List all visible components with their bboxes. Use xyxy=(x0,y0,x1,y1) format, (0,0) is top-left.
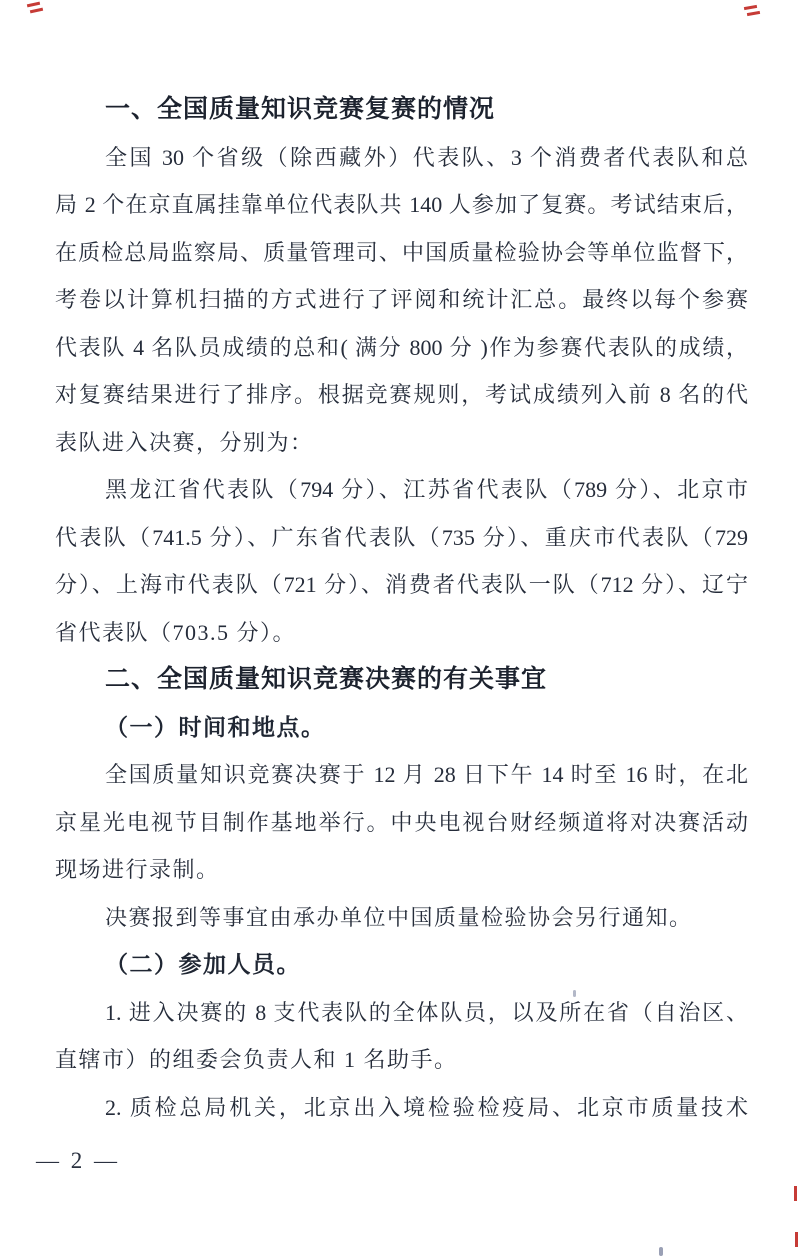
paragraph-line: 考卷以计算机扫描的方式进行了评阅和统计汇总。最终以每个参赛 xyxy=(55,287,748,312)
paragraph-line: 决赛报到等事宜由承办单位中国质量检验协会另行通知。 xyxy=(105,904,693,930)
paragraph-line: 分）、上海市代表队（721 分）、消费者代表队一队（712 分）、辽宁 xyxy=(55,572,748,597)
scan-mark-top-right xyxy=(747,11,760,16)
paragraph-line: 黑龙江省代表队（794 分）、江苏省代表队（789 分）、北京市 xyxy=(105,477,748,502)
scan-speck xyxy=(659,1247,663,1256)
paragraph-line: 1. 进入决赛的 8 支代表队的全体队员，以及所在省（自治区、 xyxy=(105,999,748,1025)
page-number: — 2 — xyxy=(36,1148,120,1173)
scan-mark-top-left xyxy=(27,2,40,8)
subsection-1-heading: （一）时间和地点。 xyxy=(105,714,326,740)
paragraph-line: 全国质量知识竞赛决赛于 12 月 28 日下午 14 时至 16 时，在北 xyxy=(105,762,748,787)
paragraph-line: 代表队（741.5 分）、广东省代表队（735 分）、重庆市代表队（729 xyxy=(55,524,748,550)
paragraph-line: 在质检总局监察局、质量管理司、中国质量检验协会等单位监督下， xyxy=(55,239,748,265)
paragraph-line: 省代表队（703.5 分）。 xyxy=(55,619,297,645)
section-1-heading: 一、全国质量知识竞赛复赛的情况 xyxy=(105,95,496,123)
paragraph-line: 局 2 个在京直属挂靠单位代表队共 140 人参加了复赛。考试结束后， xyxy=(55,192,748,217)
scan-mark-top-right xyxy=(744,5,757,10)
scan-mark-top-left xyxy=(30,8,43,14)
document-body xyxy=(55,86,748,1131)
paragraph-line: 表队进入决赛，分别为： xyxy=(55,429,314,455)
paragraph-line: 全国 30 个省级（除西藏外）代表队、3 个消费者代表队和总 xyxy=(105,144,748,170)
scan-mark-right-edge xyxy=(795,1232,798,1247)
paragraph-line: 2. 质检总局机关，北京出入境检验检疫局、北京市质量技术 xyxy=(105,1094,748,1120)
paragraph-line: 京星光电视节目制作基地举行。中央电视台财经频道将对决赛活动 xyxy=(55,809,748,835)
paragraph-line: 现场进行录制。 xyxy=(55,857,220,882)
section-2-heading: 二、全国质量知识竞赛决赛的有关事宜 xyxy=(105,665,548,693)
paragraph-line: 代表队 4 名队员成绩的总和( 满分 800 分 )作为参赛代表队的成绩， xyxy=(55,334,748,360)
paragraph-line: 对复赛结果进行了排序。根据竞赛规则，考试成绩列入前 8 名的代 xyxy=(55,382,748,407)
subsection-2-heading: （二）参加人员。 xyxy=(105,952,301,977)
paragraph-line: 直辖市）的组委会负责人和 1 名助手。 xyxy=(55,1047,458,1072)
scan-mark-right-edge xyxy=(794,1186,797,1201)
